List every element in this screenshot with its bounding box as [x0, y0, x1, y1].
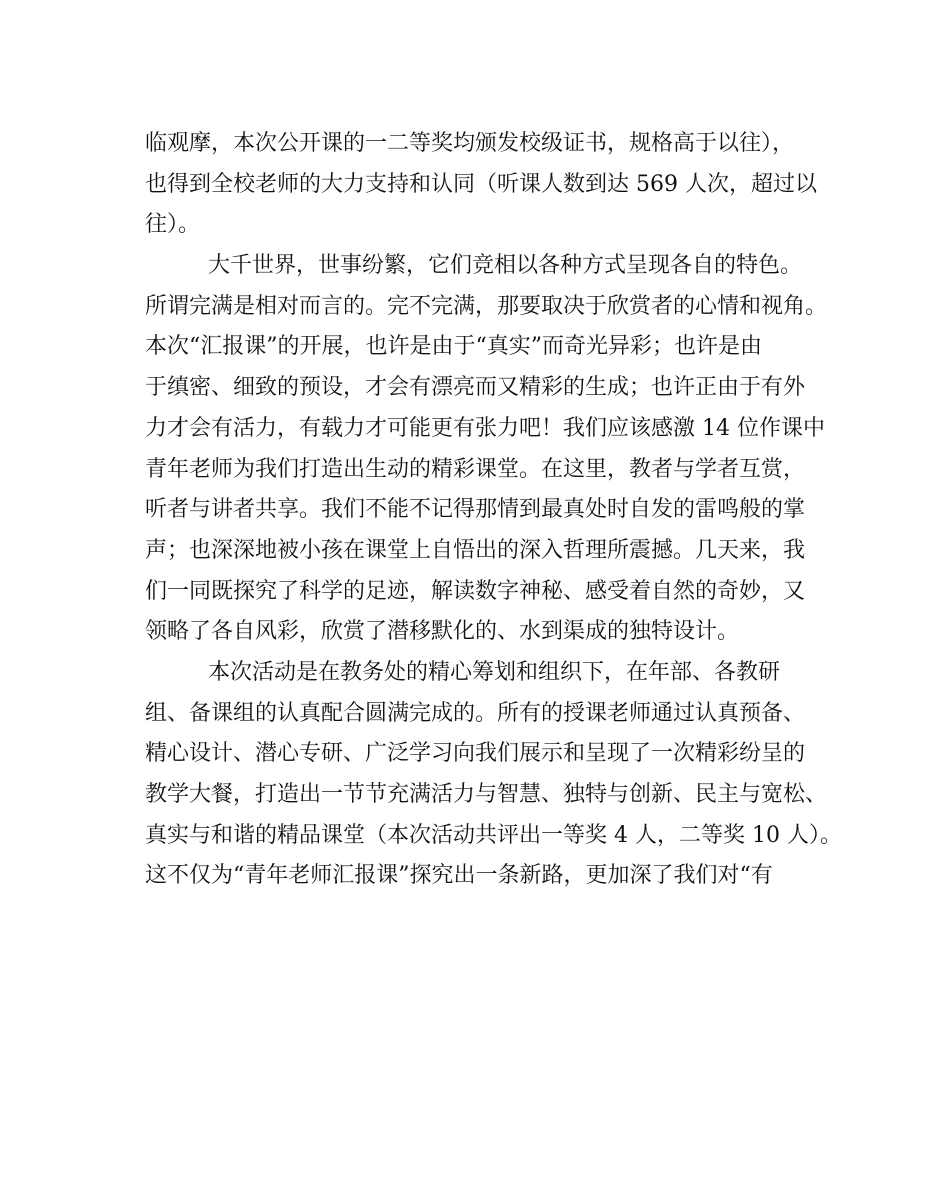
paragraph-start-line: 大千世界，世事纷繁，它们竞相以各种方式呈现各自的特色。: [208, 253, 803, 279]
text-line: 声；也深深地被小孩在课堂上自悟出的深入哲理所震撼。几天来，我: [145, 537, 806, 563]
text-line: 所谓完满是相对而言的。完不完满，那要取决于欣赏者的心情和视角。: [145, 293, 828, 319]
text-line: 精心设计、潜心专研、广泛学习向我们展示和呈现了一次精彩纷呈的: [145, 741, 806, 767]
text-line: 青年老师为我们打造出生动的精彩课堂。在这里，教者与学者互赏，: [145, 456, 806, 482]
text-line: 真实与和谐的精品课堂（本次活动共评出一等奖 4 人，二等奖 10 人）。: [145, 822, 842, 848]
text-line: 也得到全校老师的大力支持和认同（听课人数到达 569 人次，超过以: [145, 171, 817, 197]
text-line: 于缜密、细致的预设，才会有漂亮而又精彩的生成；也许正由于有外: [145, 375, 806, 401]
text-line: 这不仅为“青年老师汇报课”探究出一条新路，更加深了我们对“有: [145, 863, 773, 889]
text-line: 组、备课组的认真配合圆满完成的。所有的授课老师通过认真预备、: [145, 700, 806, 726]
text-line: 领略了各自风彩，欣赏了潜移默化的、水到渠成的独特设计。: [145, 619, 740, 645]
text-line: 们一同既探究了科学的足迹，解读数字神秘、感受着自然的奇妙，又: [145, 578, 806, 604]
text-line: 往）。: [145, 212, 201, 238]
text-line: 力才会有活力，有载力才可能更有张力吧！我们应该感激 14 位作课中: [145, 415, 825, 441]
text-line: 听者与讲者共享。我们不能不记得那情到最真处时自发的雷鸣般的掌: [145, 497, 806, 523]
document-body: [145, 124, 842, 897]
text-line: 教学大餐，打造出一节节充满活力与智慧、独特与创新、民主与宽松、: [145, 782, 828, 807]
text-line: 临观摩，本次公开课的一二等奖均颁发校级证书，规格高于以往），: [145, 131, 795, 156]
text-line: 本次“汇报课”的开展，也许是由于“真实”而奇光异彩；也许是由: [145, 334, 762, 360]
paragraph-start-line: 本次活动是在教务处的精心筹划和组织下，在年部、各教研: [208, 659, 781, 685]
